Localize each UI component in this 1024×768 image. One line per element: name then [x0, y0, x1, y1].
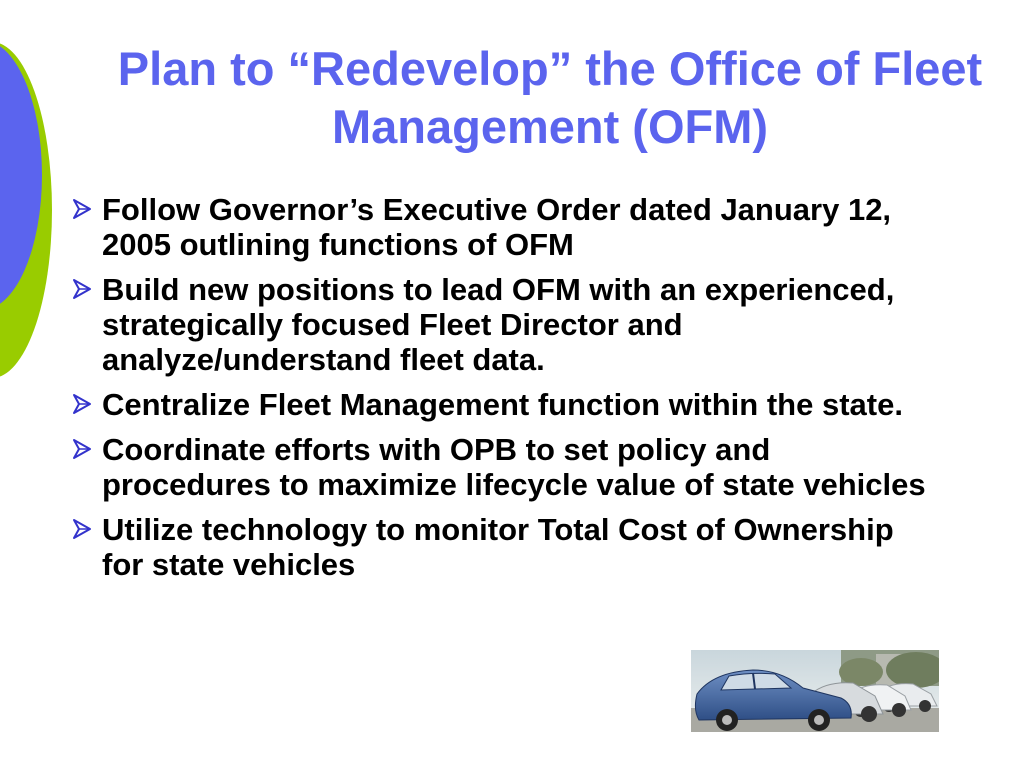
bullet-item — [72, 387, 952, 422]
bullet-text: Follow Governor’s Executive Order dated January 12, 2005 outlining functions of OFM — [102, 192, 892, 262]
bullet-text: Centralize Fleet Management function within the state. — [102, 387, 903, 422]
bullet-text: Utilize technology to monitor Total Cost of Ownership for state vehicles — [102, 512, 894, 582]
bullet-list — [72, 192, 952, 592]
bullet-item — [72, 192, 952, 262]
arrow-bullet-icon — [72, 387, 102, 415]
arrow-bullet-icon — [72, 272, 102, 300]
arrow-bullet-icon — [72, 512, 102, 540]
arrow-bullet-icon — [72, 432, 102, 460]
fleet-cars-photo — [691, 650, 939, 732]
arrow-bullet-icon — [72, 192, 102, 220]
bullet-item — [72, 512, 952, 582]
bullet-text: Coordinate efforts with OPB to set policy and procedures to maximize lifecycle value of state vehicles — [102, 432, 926, 502]
bullet-text: Build new positions to lead OFM with an experienced, strategically focused Fleet Director and analyze/understand fleet data. — [102, 272, 895, 377]
bullet-item — [72, 272, 952, 377]
bullet-item — [72, 432, 952, 502]
slide-title: Plan to “Redevelop” the Office of Fleet Management (OFM) — [117, 42, 983, 153]
